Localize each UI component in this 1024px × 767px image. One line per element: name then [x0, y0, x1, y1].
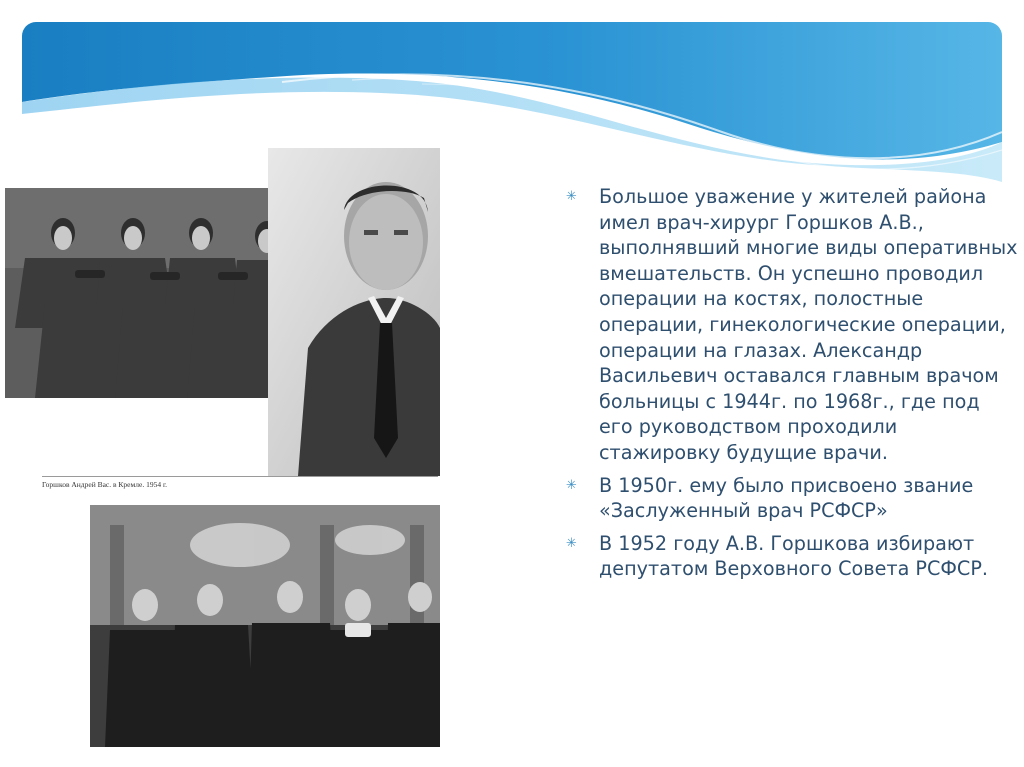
asterisk-bullet-icon: ✳ — [566, 477, 577, 493]
asterisk-bullet-icon: ✳ — [566, 535, 577, 551]
asterisk-bullet-icon: ✳ — [566, 189, 577, 204]
kremlin-photo — [90, 505, 440, 747]
bullet-text: Большое уважение у жителей района имел врач-хирург Горшков А.В., выполнявший многие виды оперативных вмешательств. Он успешно проводил операции на костях, полостные операции, гинекологические операции, операции на глазах. Александр Васильевич оставался главным врачом больницы с 1944г. по 1968г., где под его руководством проходили стажировку будущие врачи. — [599, 185, 1018, 464]
bullet-text: В 1950г. ему было присвоено звание «Заслуженный врач РСФСР» — [599, 473, 974, 523]
bullet-item-2 — [566, 473, 1018, 524]
bullet-item-3 — [566, 531, 1018, 582]
bullet-list — [566, 184, 1018, 589]
bullet-item-1 — [566, 184, 1018, 466]
portrait-photo — [268, 148, 440, 476]
header-wave-banner — [22, 22, 1002, 182]
photo-caption: Горшков Андрей Вас. в Кремле. 1954 г. — [42, 476, 438, 489]
bullet-text: В 1952 году А.В. Горшкова избирают депутатом Верховного Совета РСФСР. — [599, 531, 988, 581]
